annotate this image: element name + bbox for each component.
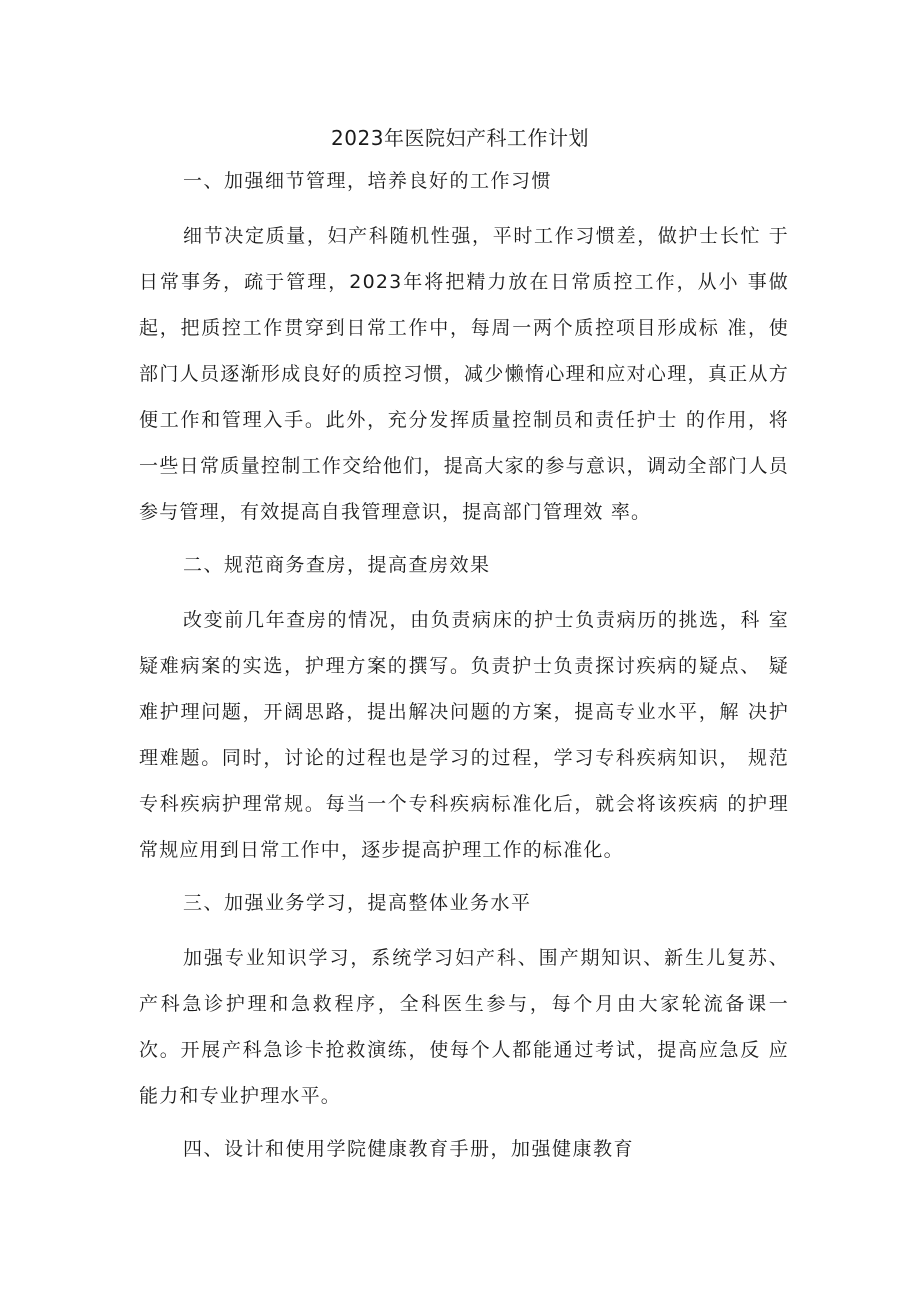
section-heading-2: 二、规范商务查房，提高查房效果 [183, 554, 491, 576]
section-paragraph-1: 细节决定质量，妇产科随机性强，平时工作习惯差，做护士长忙 于日常事务，疏于管理，2023年将把精力放在日常质控工作，从小 事做起，把质控工作贯穿到日常工作中，每周一两个质控项目形成标 准，使部门人员逐渐形成良好的质控习惯，减少懒惰心理和应对心理，真正从方便工作和管理入手。此外，充分发挥质量控制员和责任护士 的作用，将一些日常质量控制工作交给他们，提高大家的参与意识，调动全部门人员参与管理，有效提高自我管理意识，提高部门管理效 率。 [139, 225, 789, 523]
section-heading-1: 一、加强细节管理，培养良好的工作习惯 [183, 170, 553, 192]
section-paragraph-3: 加强专业知识学习，系统学习妇产科、围产期知识、新生儿复苏、 产科急诊护理和急救程序，全科医生参与，每个月由大家轮流备课一 次。开展产科急诊卡抢救演练，使每个人都能通过考试，提高应急反 应能力和专业护理水平。 [139, 947, 789, 1107]
document-body [139, 166, 789, 1181]
document-title: 2023年医院妇产科工作计划 [331, 126, 589, 150]
section-heading-3: 三、加强业务学习，提高整体业务水平 [183, 892, 532, 914]
section-heading-4: 四、设计和使用学院健康教育手册，加强健康教育 [183, 1138, 635, 1160]
section-paragraph-2: 改变前几年查房的情况，由负责病床的护士负责病历的挑选，科 室疑难病案的实选，护理方案的撰写。负责护士负责探讨疾病的疑点、 疑难护理问题，开阔思路，提出解决问题的方案，提高专业水平，解 决护理难题。同时，讨论的过程也是学习的过程，学习专科疾病知识， 规范专科疾病护理常规。每当一个专科疾病标准化后，就会将该疾病 的护理常规应用到日常工作中，逐步提高护理工作的标准化。 [139, 609, 789, 861]
